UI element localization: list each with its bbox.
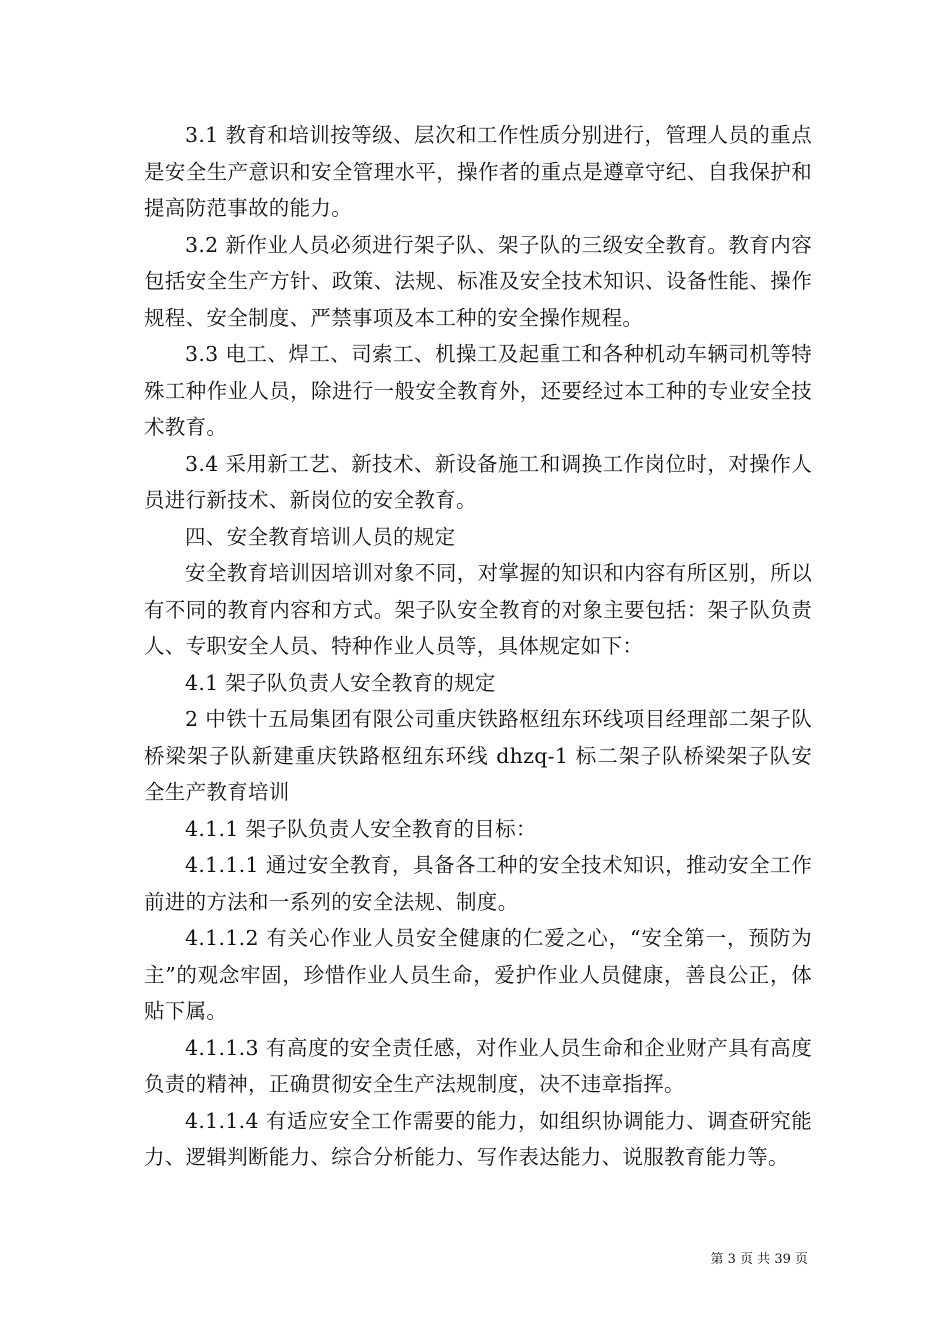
paragraph-4-intro: 安全教育培训因培训对象不同，对掌握的知识和内容有所区别，所以有不同的教育内容和方式。架子队安全教育的对象主要包括：架子队负责人、专职安全人员、特种作业人员等，具体规定如下： <box>144 561 812 658</box>
paragraph-4-1-1-1: 4.1.1.1 通过安全教育，具备各工种的安全技术知识，推动安全工作前进的方法和一系列的安全法规、制度。 <box>144 853 812 914</box>
paragraph-3-3: 3.3 电工、焊工、司索工、机操工及起重工和各种机动车辆司机等特殊工种作业人员，除进行一般安全教育外，还要经过本工种的专业安全技术教育。 <box>144 342 812 439</box>
page-number: 第 3 页 共 39 页 <box>710 1252 808 1267</box>
paragraph-4-1-1-4: 4.1.1.4 有适应安全工作需要的能力，如组织协调能力、调查研究能力、逻辑判断能力、综合分析能力、写作表达能力、说服教育能力等。 <box>144 1108 812 1169</box>
paragraph-4-1-1-2: 4.1.1.2 有关心作业人员安全健康的仁爱之心，“安全第一，预防为主”的观念牢固，珍惜作业人员生命，爱护作业人员健康，善良公正，体贴下属。 <box>144 926 812 1023</box>
subheading-4-1: 4.1 架子队负责人安全教育的规定 <box>185 670 496 695</box>
paragraph-4-1-1-3: 4.1.1.3 有高度的安全责任感，对作业人员生命和企业财产具有高度负责的精神，正确贯彻安全生产法规制度，决不违章指挥。 <box>144 1035 812 1096</box>
paragraph-project-line: 2 中铁十五局集团有限公司重庆铁路枢纽东环线项目经理部二架子队桥梁架子队新建重庆铁路枢纽东环线 dhzq-1 标二架子队桥梁架子队安全生产教育培训 <box>144 707 812 804</box>
subheading-4-1-1: 4.1.1 架子队负责人安全教育的目标： <box>185 816 537 841</box>
paragraph-3-1: 3.1 教育和培训按等级、层次和工作性质分别进行，管理人员的重点是安全生产意识和安全管理水平，操作者的重点是遵章守纪、自我保护和提高防范事故的能力。 <box>144 123 812 220</box>
section-heading-4: 四、安全教育培训人员的规定 <box>185 524 456 549</box>
paragraph-3-4: 3.4 采用新工艺、新技术、新设备施工和调换工作岗位时，对操作人员进行新技术、新岗位的安全教育。 <box>144 451 812 512</box>
document-body <box>144 117 812 1176</box>
paragraph-3-2: 3.2 新作业人员必须进行架子队、架子队的三级安全教育。教育内容包括安全生产方针、政策、法规、标准及安全技术知识、设备性能、操作规程、安全制度、严禁事项及本工种的安全操作规程。 <box>144 232 812 330</box>
